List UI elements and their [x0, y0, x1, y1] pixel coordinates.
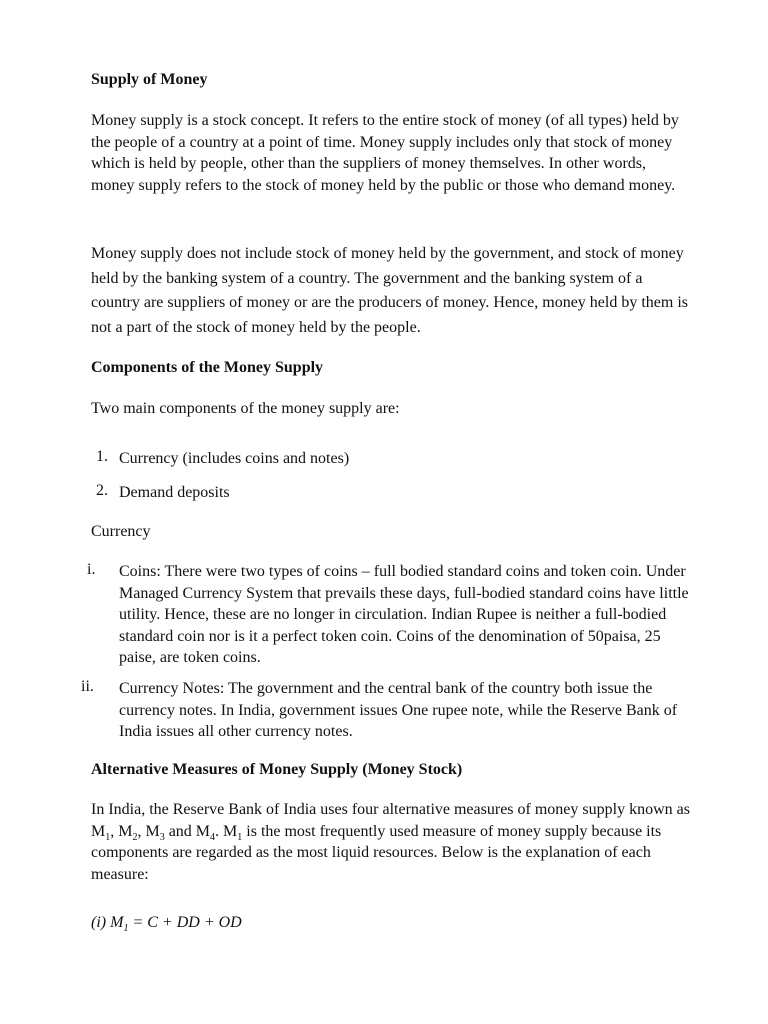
list-item-demand-deposits: Demand deposits: [119, 484, 230, 501]
list-item-coins: Coins: There were two types of coins – full bodied standard coins and token coin. Under Managed Currency System that prevails these days, full-bodied standard coins have little utility. Hence, these are no longer in circulation. Indian Rupee is neither a full-bodied standard coin nor is it a perfect token coin. Coins of the denomination of 50paisa, 25 paise, are token coins.: [119, 563, 689, 666]
paragraph-money-supply-exclusions: Money supply does not include stock of money held by the government, and stock of money held by the banking system of a country. The government and the banking system of a country are suppliers of money or are the producers of money. Hence, money held by them is not a part of the stock of money held by the people.: [91, 245, 688, 336]
formula-m1: (i) $M_1 = C$ + DD + OD: [91, 914, 242, 935]
list-item-number: 1.: [96, 448, 108, 465]
heading-alternative-measures: Alternative Measures of Money Supply (Money Stock): [91, 761, 463, 778]
list-item-currency-notes: Currency Notes: The government and the central bank of the country both issue the currency notes. In India, government issues One rupee note, while the Reserve Bank of India issues all other currency notes.: [119, 680, 678, 740]
heading-supply-of-money: Supply of Money: [91, 71, 208, 88]
paragraph-measures-intro: In India, the Reserve Bank of India uses four alternative measures of money supply known as $M_1$, $M_2$, $M_3$ and $M_4$. $M_1$ is the most frequently used measure of money supply because its components are regarded as the most liquid resources. Below is the explanation of each measure:: [91, 801, 690, 883]
list-item-number: 2.: [96, 482, 108, 499]
label-currency: Currency: [91, 523, 151, 540]
list-item-currency: Currency (includes coins and notes): [119, 450, 350, 467]
heading-components: Components of the Money Supply: [91, 359, 324, 376]
paragraph-money-supply-definition: Money supply is a stock concept. It refers to the entire stock of money (of all types) held by the people of a country at a point of time. Money supply includes only that stock of money which is held by people, other than the suppliers of money themselves. In other words, money supply refers to the stock of money held by the public or those who demand money.: [91, 112, 679, 194]
paragraph-components-intro: Two main components of the money supply are:: [91, 400, 400, 417]
list-item-numeral: i.: [87, 561, 96, 578]
list-item-numeral: ii.: [81, 678, 94, 695]
